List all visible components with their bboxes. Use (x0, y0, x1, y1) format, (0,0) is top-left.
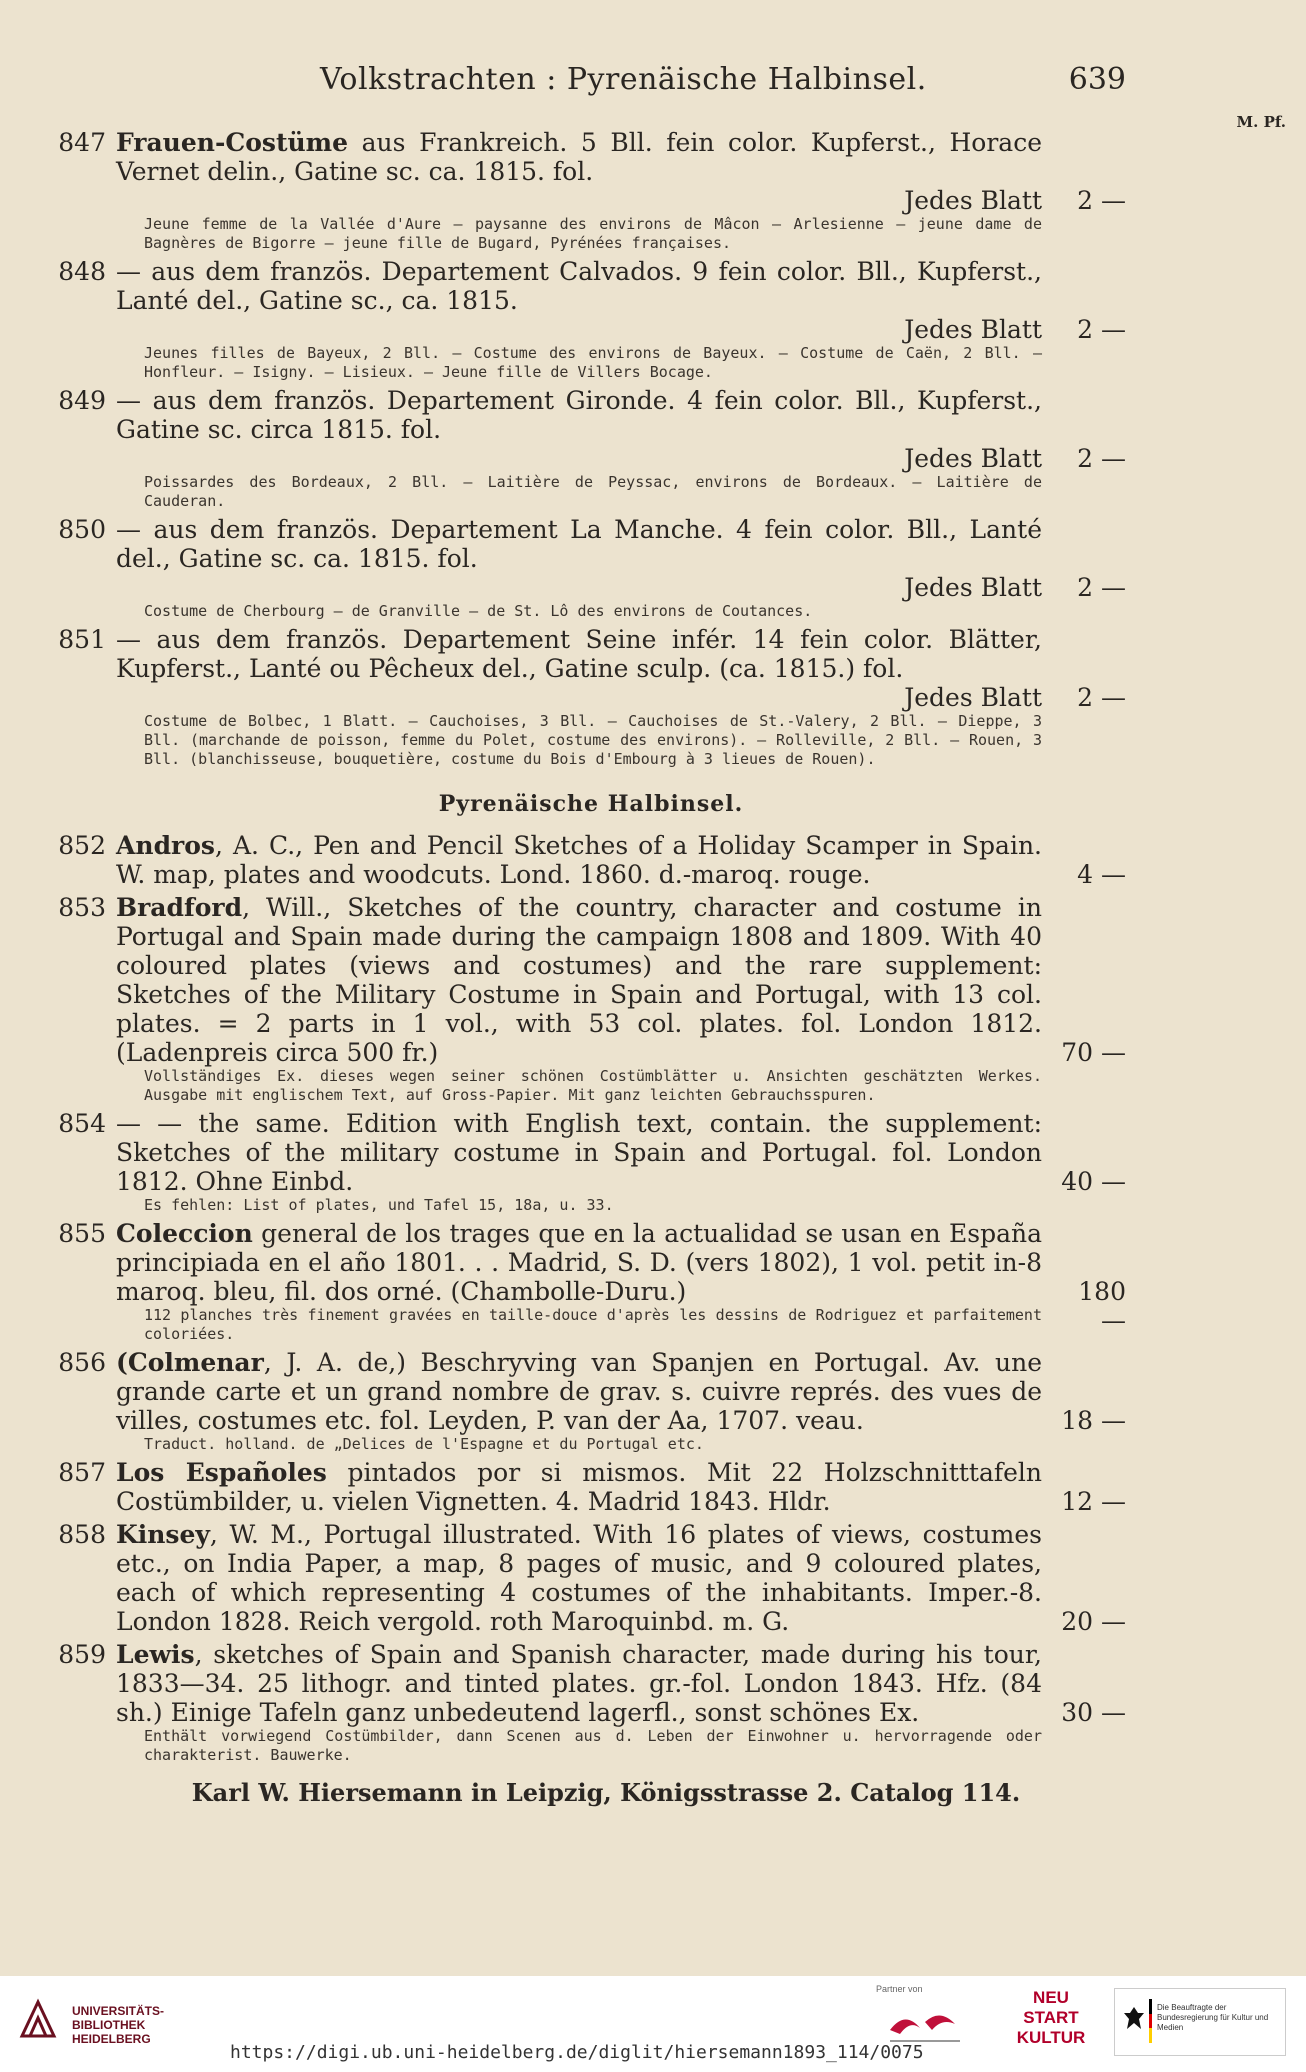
page-header (110, 62, 1130, 102)
entry-number: 856 (58, 1348, 106, 1377)
entry-text (116, 1109, 1042, 1196)
per-sheet-label: Jedes Blatt (904, 683, 1042, 712)
entry-description: , Will., Sketches of the country, character and costume in Portugal and Spain made during the campaign 1808 and 1809. With 40 coloured plates (views and costumes) and the rare supplement: Sketches of the Military Costume in Spain and Portugal, with 13 col. plates. = 2 parts in 1 vol., with 53 col. plates. fol. London 1812. (Ladenpreis circa 500 fr.) (116, 893, 1042, 1067)
entry-text (116, 1520, 1042, 1636)
entry-number: 847 (58, 128, 106, 157)
federal-eagle-icon (1123, 2005, 1145, 2031)
entry-price: 30 — (1061, 1698, 1126, 1727)
entry-author: Kinsey (116, 1520, 210, 1549)
entry-price: 2 — (1077, 315, 1126, 344)
entry-text (116, 1219, 1042, 1306)
catalog-entry (56, 1520, 1126, 1636)
entry-text (116, 831, 1042, 889)
entry-description: — aus dem französ. Departement Seine infér. 14 fein color. Blätter, Kupferst., Lanté ou Pêcheux del., Gatine sculp. (ca. 1815.) fol. (116, 625, 1042, 683)
entry-note: Vollständiges Ex. dieses wegen seiner schönen Costümblätter u. Ansichten geschätzten Werkes. Ausgabe mit englischem Text, auf Gross-Papier. Mit ganz leichten Gebrauchsspuren. (144, 1067, 1042, 1104)
library-name[interactable] (72, 2004, 164, 2046)
per-sheet-label: Jedes Blatt (904, 573, 1042, 602)
entries-french-costumes (56, 128, 1126, 769)
entry-text (116, 257, 1042, 315)
entry-author: Bradford (116, 893, 243, 922)
per-sheet-label: Jedes Blatt (904, 186, 1042, 215)
permalink-url[interactable]: https://digi.ub.uni-heidelberg.de/diglit/hiersemann1893_114/0075 (230, 2042, 924, 2063)
entry-description: — aus dem französ. Departement Gironde. 4 fein color. Bll., Kupferst., Gatine sc. circa 1815. fol. (116, 386, 1042, 444)
entry-text (116, 515, 1042, 573)
entry-description: , W. M., Portugal illustrated. With 16 plates of views, costumes etc., on India Paper, a map, 8 pages of music, and 9 coloured plates, each of which representing 4 costumes of the inhabitants. Imper.-8. London 1828. Reich vergold. roth Maroquinbd. m. G. (116, 1520, 1042, 1636)
publisher-footer: Karl W. Hiersemann in Leipzig, Königsstrasse 2. Catalog 114. (191, 1778, 1021, 1807)
entry-description: , J. A. de,) Beschryving van Spanjen en Portugal. Av. une grande carte et un grand nombre de grav. s. cuivre représ. des vues de villes, costumes etc. fol. Leyden, P. van der Aa, 1707. veau. (116, 1348, 1042, 1435)
entry-description: aus Frankreich. 5 Bll. fein color. Kupferst., Horace Vernet delin., Gatine sc. ca. 1815. fol. (116, 128, 1042, 186)
entry-price-line (116, 315, 1042, 344)
neustart-line-1: NEU (1033, 1988, 1069, 2007)
entry-price-line (116, 444, 1042, 473)
catalog-entry (56, 1109, 1126, 1215)
entry-author: Coleccion (116, 1219, 253, 1248)
entry-author: Andros (116, 831, 215, 860)
university-library-logo-icon[interactable] (14, 1996, 62, 2044)
bkm-logo[interactable] (1114, 1988, 1286, 2056)
entry-number: 858 (58, 1520, 106, 1549)
catalog-entry (56, 625, 1126, 769)
entry-text (116, 128, 1042, 186)
catalog-entry (56, 128, 1126, 253)
entry-note: Jeune femme de la Vallée d'Aure — paysanne des environs de Mâcon — Arlesienne — jeune dame de Bagnères de Bigorre — jeune fille de Bugard, Pyrénées françaises. (144, 215, 1042, 252)
catalog-entry (56, 257, 1126, 382)
entry-note: Es fehlen: List of plates, und Tafel 15, 18a, u. 33. (144, 1196, 614, 1214)
entry-author: Frauen-Costüme (116, 128, 349, 157)
entry-note: Traduct. holland. de „Delices de l'Espagne et du Portugal etc. (144, 1435, 704, 1453)
entry-description: — aus dem französ. Departement Calvados. 9 fein color. Bll., Kupferst., Lanté del., Gatine sc., ca. 1815. (116, 257, 1042, 315)
entry-price: 40 — (1061, 1167, 1126, 1196)
entry-author: Los Españoles (116, 1458, 327, 1487)
entry-note: Enthält vorwiegend Costümbilder, dann Scenen aus d. Leben der Einwohner u. hervorragende oder charakterist. Bauwerke. (144, 1727, 1042, 1764)
entry-note: Costume de Cherbourg — de Granville — de St. Lô des environs de Coutances. (144, 602, 813, 620)
entry-price: 18 — (1061, 1406, 1126, 1435)
catalog-entry (56, 1219, 1126, 1344)
flag-stripe-icon (1149, 1999, 1152, 2043)
page-number: 639 (1068, 62, 1126, 97)
catalog-entry (56, 1458, 1126, 1516)
entry-description: — — the same. Edition with English text, contain. the supplement: Sketches of the military costume in Spain and Portugal. fol. London 1812. Ohne Einbd. (116, 1109, 1042, 1196)
entry-number: 851 (58, 625, 106, 654)
entry-price-line (116, 186, 1042, 215)
entries-iberian-peninsula (56, 831, 1126, 1765)
catalog-entry (56, 1348, 1126, 1454)
entry-price: 4 — (1077, 860, 1126, 889)
entry-number: 848 (58, 257, 106, 286)
entry-text (116, 386, 1042, 444)
entry-price: 12 — (1061, 1487, 1126, 1516)
per-sheet-label: Jedes Blatt (904, 444, 1042, 473)
entry-text (116, 893, 1042, 1067)
entry-description: — aus dem französ. Departement La Manche. 4 fein color. Bll., Lanté del., Gatine sc. ca. 1815. fol. (116, 515, 1042, 573)
entry-text (116, 1640, 1042, 1727)
entry-price: 70 — (1061, 1038, 1126, 1067)
entry-text (116, 1348, 1042, 1435)
entry-author: Lewis (116, 1640, 195, 1669)
catalog-entry (56, 893, 1126, 1105)
entry-number: 855 (58, 1219, 106, 1248)
library-name-line-1: UNIVERSITÄTS- (72, 2004, 165, 2018)
entry-description: general de los trages que en la actualidad se usan en España principiada en el año 1801. . . Madrid, S. D. (vers 1802), 1 vol. petit in-8 maroq. bleu, fil. dos orné. (Chambolle-Duru.) (116, 1219, 1042, 1306)
viewer-footer (0, 1976, 1306, 2072)
neustart-line-2: START (1023, 2008, 1079, 2027)
partner-label: Partner von (876, 1984, 923, 1994)
bkm-text: Die Beauftragte der Bundesregierung für Kultur und Medien (1157, 2003, 1269, 2032)
neustart-line-3: KULTUR (1016, 2028, 1086, 2047)
entry-number: 850 (58, 515, 106, 544)
section-heading: Pyrenäische Halbinsel. (438, 791, 744, 817)
entry-description: , sketches of Spain and Spanish character, made during his tour, 1833—34. 25 lithogr. and tinted plates. gr.-fol. London 1843. Hfz. (84 sh.) Einige Tafeln ganz unbedeutend lagerfl., sonst schönes Ex. (116, 1640, 1042, 1727)
entry-number: 853 (58, 893, 106, 922)
neustart-kultur-logo[interactable] (1016, 1988, 1086, 2054)
entry-price: 2 — (1077, 573, 1126, 602)
library-name-line-2: BIBLIOTHEK (72, 2018, 146, 2032)
entry-price: 2 — (1077, 186, 1126, 215)
entry-price-line (116, 683, 1042, 712)
running-title: Volkstrachten : Pyrenäische Halbinsel. (320, 62, 927, 97)
entry-price: 20 — (1061, 1607, 1126, 1636)
catalog-content (56, 128, 1126, 1769)
entry-price: 2 — (1077, 683, 1126, 712)
entry-price: 2 — (1077, 444, 1126, 473)
entry-number: 849 (58, 386, 106, 415)
catalog-entry (56, 1640, 1126, 1765)
catalog-entry (56, 515, 1126, 621)
entry-price: 180 — (1078, 1277, 1126, 1335)
entry-description: , A. C., Pen and Pencil Sketches of a Holiday Scamper in Spain. W. map, plates and woodcuts. Lond. 1860. d.-maroq. rouge. (116, 831, 1042, 889)
entry-text (116, 1458, 1042, 1516)
entry-number: 852 (58, 831, 106, 860)
entry-note: Poissardes des Bordeaux, 2 Bll. — Laitière de Peyssac, environs de Bordeaux. — Laitière de Cauderan. (144, 473, 1042, 510)
entry-number: 857 (58, 1458, 106, 1487)
per-sheet-label: Jedes Blatt (904, 315, 1042, 344)
entry-note: 112 planches très finement gravées en taille-douce d'après les dessins de Rodriguez et parfaitement coloriées. (144, 1306, 1042, 1343)
entry-note: Jeunes filles de Bayeux, 2 Bll. — Costume des environs de Bayeux. — Costume de Caën, 2 Bll. — Honfleur. — Isigny. — Lisieux. — Jeune fille de Villers Bocage. (144, 344, 1042, 381)
entry-number: 859 (58, 1640, 106, 1669)
entry-description: pintados por si mismos. Mit 22 Holzschnitttafeln Costümbilder, u. vielen Vignetten. 4. Madrid 1843. Hldr. (116, 1458, 1043, 1516)
entry-price-line (116, 573, 1042, 602)
entry-author: (Colmenar (116, 1348, 264, 1377)
entry-text (116, 625, 1042, 683)
currency-header: M. Pf. (1236, 113, 1286, 131)
library-name-line-3: HEIDELBERG (72, 2032, 151, 2046)
entry-number: 854 (58, 1109, 106, 1138)
catalog-entry (56, 386, 1126, 511)
entry-note: Costume de Bolbec, 1 Blatt. — Cauchoises, 3 Bll. — Cauchoises de St.-Valery, 2 Bll. — Dieppe, 3 Bll. (marchande de poisson, femme du Polet, costume des environs). — Rolleville, 2 Bll. — Rouen, 3 Bll. (blanchisseuse, bouquetière, costume du Bois d'Embourg à 3 lieues de Rouen). (144, 712, 1042, 768)
catalog-entry (56, 831, 1126, 889)
